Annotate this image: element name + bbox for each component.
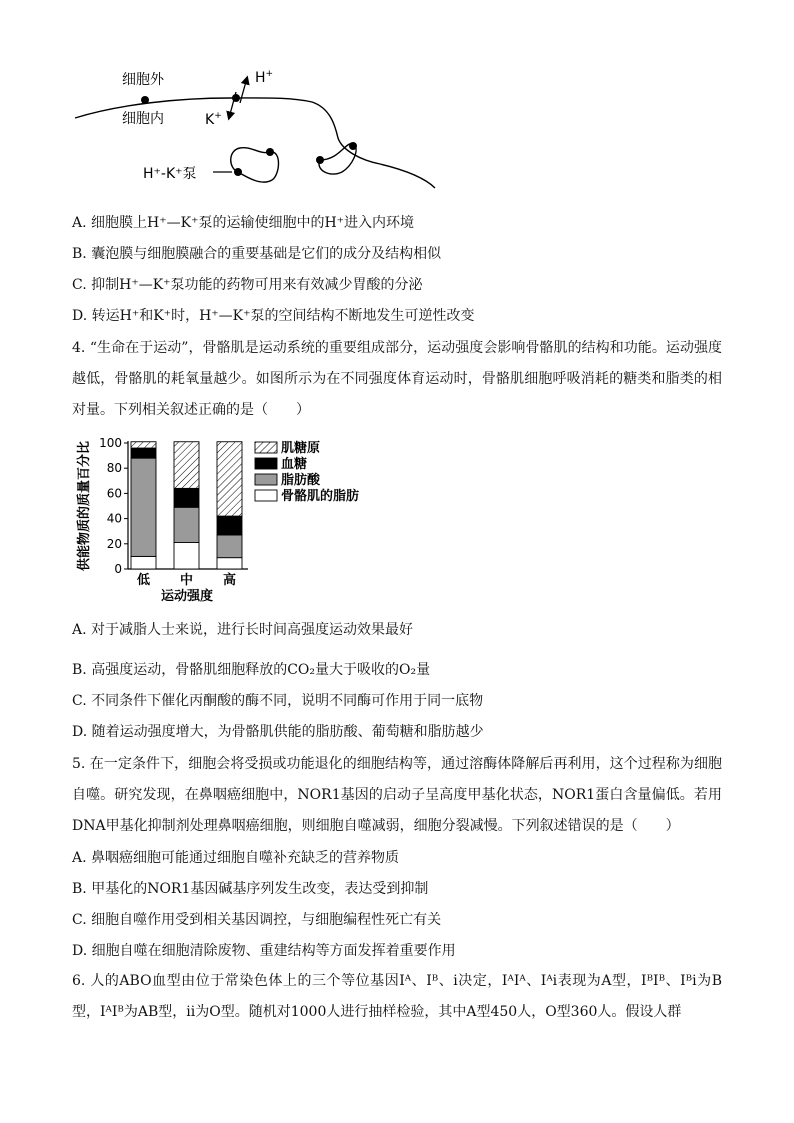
pump-dot bbox=[316, 156, 324, 164]
q4-option-a: A. 对于减脂人士来说，进行长时间高强度运动效果最好 bbox=[72, 622, 414, 638]
stacked-bar-chart bbox=[70, 430, 390, 605]
y-tick-label: 100 bbox=[99, 436, 122, 450]
x-axis-label: 运动强度 bbox=[160, 589, 214, 604]
y-tick-label: 20 bbox=[106, 536, 122, 551]
q4-option-c: C. 不同条件下催化丙酮酸的酶不同，说明不同酶可作用于同一底物 bbox=[72, 693, 484, 709]
bar-segment bbox=[131, 458, 156, 556]
q5-option-d: D. 细胞自噬在细胞清除废物、重建结构等方面发挥着重要作用 bbox=[72, 943, 456, 959]
k-ion-label: K+ bbox=[205, 111, 222, 128]
q6-stem: 6. 人的ABO血型由位于常染色体上的三个等位基因Iᴬ、Iᴮ、i决定，IᴬIᴬ、Iᴬi表现为A型，IᴮIᴮ、Iᴮi为B型，IᴬIᴮ为AB型，ii为O型。随机对1000人进行抽样检验，其中A型450人，O型360人。假设人群 bbox=[72, 973, 722, 1020]
y-tick-label: 80 bbox=[106, 461, 122, 476]
x-tick-label: 高 bbox=[222, 573, 237, 588]
bar-segment bbox=[174, 543, 199, 569]
q3-option-b: B. 囊泡膜与细胞膜融合的重要基础是它们的成分及结构相似 bbox=[72, 246, 442, 262]
legend-swatch bbox=[255, 458, 277, 469]
bar-segment bbox=[217, 558, 242, 569]
y-tick-label: 60 bbox=[106, 486, 122, 501]
bar-segment bbox=[217, 442, 242, 516]
bar-segment bbox=[131, 448, 156, 458]
q3-option-a: A. 细胞膜上H⁺—K⁺泵的运输使细胞中的H⁺进入内环境 bbox=[72, 215, 415, 231]
x-tick-label: 低 bbox=[136, 573, 151, 588]
outside-label: 细胞外 bbox=[122, 72, 164, 88]
membrane-dot bbox=[141, 96, 149, 104]
bar-segment bbox=[131, 442, 156, 448]
q5-stem: 5. 在一定条件下，细胞会将受损或功能退化的细胞结构等，通过溶酶体降解后再利用，这个过程称为细胞自噬。研究发现，在鼻咽癌细胞中，NOR1基因的启动子呈高度甲基化状态，NOR1蛋白含量偏低。若用DNA甲基化抑制剂处理鼻咽癌细胞，则细胞自噬减弱，细胞分裂减慢。下列叙述错误的是（ ） bbox=[72, 756, 722, 834]
y-tick-label: 40 bbox=[106, 511, 122, 526]
q5-option-c: C. 细胞自噬作用受到相关基因调控，与细胞编程性死亡有关 bbox=[72, 912, 442, 928]
inside-label: 细胞内 bbox=[122, 111, 164, 127]
pump-dot bbox=[349, 142, 357, 150]
q5-option-b: B. 甲基化的NOR1基因碱基序列发生改变，表达受到抑制 bbox=[72, 881, 429, 897]
pump-label: H⁺-K⁺泵 bbox=[143, 166, 197, 182]
h-ion-label: H+ bbox=[255, 69, 274, 86]
legend-label: 骨骼肌的脂肪 bbox=[281, 489, 360, 504]
y-axis-label: 供能物质的质量百分比 bbox=[77, 440, 92, 572]
h-arrow bbox=[240, 78, 247, 103]
q4-option-d: D. 随着运动强度增大，为骨骼肌供能的脂肪酸、葡萄糖和脂肪越少 bbox=[72, 724, 484, 740]
legend-label: 肌糖原 bbox=[281, 441, 321, 456]
q4-option-b: B. 高强度运动，骨骼肌细胞释放的CO₂量大于吸收的O₂量 bbox=[72, 662, 431, 678]
k-arrow bbox=[229, 92, 236, 118]
legend-swatch bbox=[255, 474, 277, 485]
legend-label: 血糖 bbox=[281, 457, 308, 472]
bar-segment bbox=[174, 507, 199, 542]
bar-segment bbox=[217, 516, 242, 535]
pump-dot bbox=[234, 168, 242, 176]
legend-swatch bbox=[255, 490, 277, 501]
bar-segment bbox=[217, 535, 242, 558]
pump-dot bbox=[266, 148, 274, 156]
bar-segment bbox=[174, 442, 199, 489]
q5-option-a: A. 鼻咽癌细胞可能通过细胞自噬补充缺乏的营养物质 bbox=[72, 850, 400, 866]
bar-segment bbox=[174, 488, 199, 507]
bar-segment bbox=[131, 556, 156, 569]
q4-stem: 4. “生命在于运动”，骨骼肌是运动系统的重要组成部分，运动强度会影响骨骼肌的结构和功能。运动强度越低，骨骼肌的耗氧量越少。如图所示为在不同强度体育运动时，骨骼肌细胞呼吸消耗的糖类和脂类的相对量。下列相关叙述正确的是（ ） bbox=[72, 340, 722, 418]
q3-option-d: D. 转运H⁺和K⁺时，H⁺—K⁺泵的空间结构不断地发生可逆性改变 bbox=[72, 308, 475, 324]
x-tick-label: 中 bbox=[179, 573, 194, 588]
membrane-diagram bbox=[60, 60, 460, 195]
q3-option-c: C. 抑制H⁺—K⁺泵功能的药物可用来有效减少胃酸的分泌 bbox=[72, 277, 423, 293]
y-tick-label: 0 bbox=[114, 562, 122, 576]
legend-label: 脂肪酸 bbox=[281, 473, 321, 488]
legend-swatch bbox=[255, 442, 277, 453]
